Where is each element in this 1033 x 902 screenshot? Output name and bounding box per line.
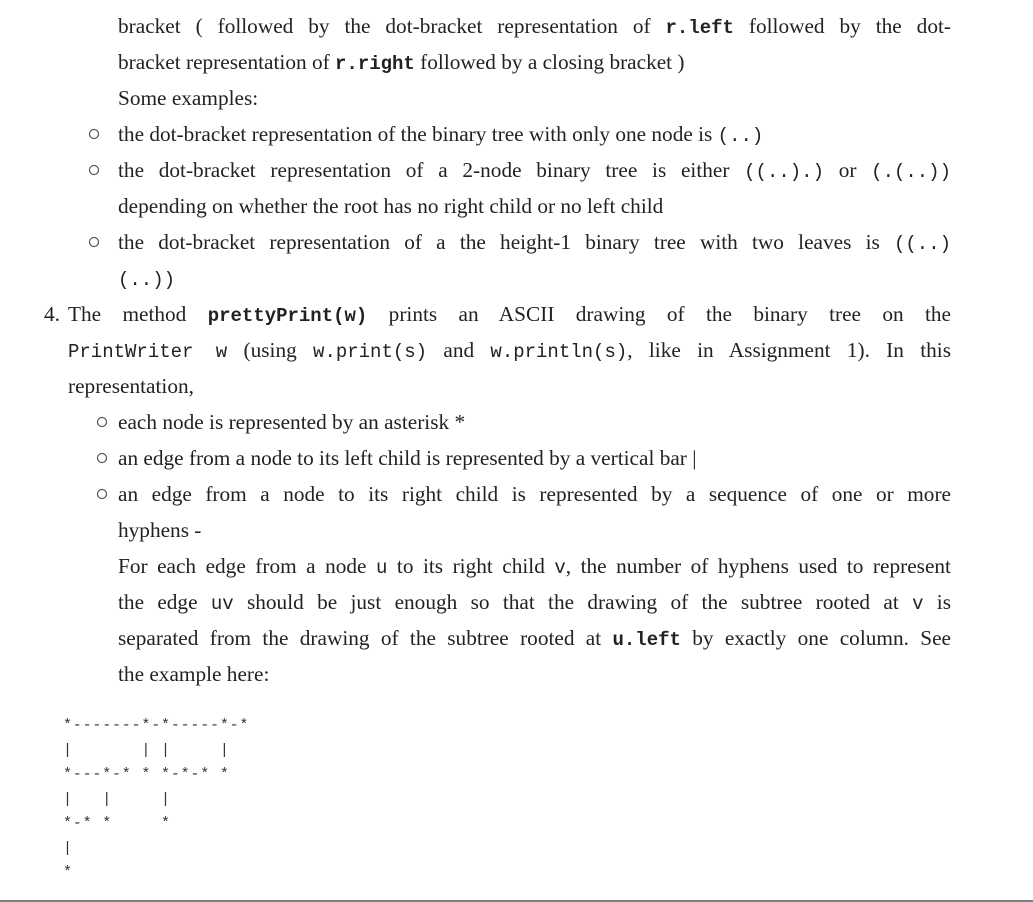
- code-prettyprint: prettyPrint(w): [207, 305, 368, 327]
- item4-line-1: The method prettyPrint(w) prints an ASCII drawing of the binary tree on the: [68, 302, 951, 327]
- rule-left-edge: an edge from a node to its left child is represented by a vertical bar |: [118, 446, 697, 470]
- bullet-icon: [97, 489, 107, 499]
- example-2: the dot-bracket representation of a 2-node binary tree is either ((..).) or (.(..)): [118, 158, 951, 183]
- intro-line-1: bracket ( followed by the dot-bracket representation of r.left followed by the dot-: [118, 14, 951, 39]
- bullet-icon: [89, 129, 99, 139]
- code-r-left: r.left: [665, 17, 734, 39]
- code-r-right: r.right: [335, 53, 415, 75]
- rule-right-edge: an edge from a node to its right child is represented by a sequence of one or more: [118, 482, 951, 506]
- para-line-3: separated from the drawing of the subtree rooted at u.left by exactly one column. See: [118, 626, 951, 651]
- item-number: 4.: [44, 302, 60, 326]
- ascii-tree-drawing: *-------*-*-----*-* | | | | *---*-* * *-*-* * | | | *-* * * | *: [63, 717, 250, 881]
- bullet-icon: [89, 165, 99, 175]
- intro-line-2: bracket representation of r.right followed by a closing bracket ): [118, 50, 685, 75]
- item4-line-3: representation,: [68, 374, 194, 398]
- rule-node: each node is represented by an asterisk *: [118, 410, 466, 434]
- example-2-line-2: depending on whether the root has no right child or no left child: [118, 194, 664, 218]
- bullet-icon: [97, 453, 107, 463]
- para-line-1: For each edge from a node u to its right child v, the number of hyphens used to represent: [118, 554, 951, 579]
- bullet-icon: [89, 237, 99, 247]
- bullet-icon: [97, 417, 107, 427]
- para-line-2: the edge uv should be just enough so that the drawing of the subtree rooted at v is: [118, 590, 951, 615]
- code-u-left: u.left: [612, 629, 681, 651]
- item4-line-2: PrintWriter w (using w.print(s) and w.println(s), like in Assignment 1). In this: [68, 338, 951, 363]
- para-line-4: the example here:: [118, 662, 270, 686]
- example-3-line-2: (..)): [118, 269, 176, 291]
- intro-line-3: Some examples:: [118, 86, 259, 110]
- example-1: the dot-bracket representation of the binary tree with only one node is (..): [118, 122, 764, 147]
- example-3: the dot-bracket representation of a the height-1 binary tree with two leaves is ((..): [118, 230, 951, 255]
- rule-right-edge-line-2: hyphens -: [118, 518, 202, 542]
